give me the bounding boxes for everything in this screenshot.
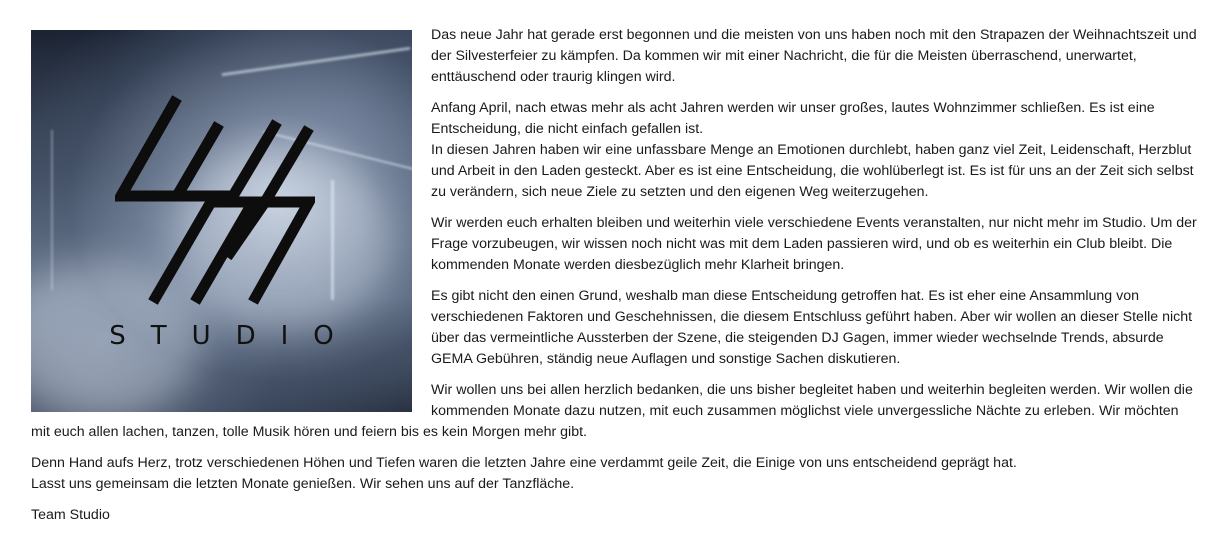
paragraph-future-events: Wir werden euch erhalten bleiben und weiterhin viele verschiedene Events veranstalten, nur nicht mehr im Studio. Um der Frage vorzubeugen, wir wissen noch nicht was mit dem Laden passieren wird, und ob es weiterhin ein Club bleibt. Die kommenden Monate werden diesbezüglich mehr Klarheit bringen. — [431, 215, 1197, 273]
light-beam — [331, 180, 334, 300]
paragraph-thanks: Wir wollen uns bei allen herzlich bedanken, die uns bisher begleitet haben und weiterhin begleiten werden. Wir wollen die kommenden Monate dazu nutzen, mit euch zusammen möglichst viele unvergessliche Nächte zu erleben. Wir möchten mit euch allen lachen, tanzen, tolle Musik hören und feiern bis es kein Morgen mehr gibt. — [31, 382, 1193, 440]
paragraph-closing-announcement: Anfang April, nach etwas mehr als acht Jahren werden wir unser großes, lautes Wohnzimmer schließen. Es ist eine Entscheidung, die nicht einfach gefallen ist. — [431, 100, 1155, 137]
announcement-article — [31, 25, 1201, 536]
paragraph-enjoy: Lasst uns gemeinsam die letzten Monate genießen. Wir sehen uns auf der Tanzfläche. — [31, 476, 575, 492]
studio-club-image — [31, 30, 412, 412]
paragraph-hand-on-heart: Denn Hand aufs Herz, trotz verschiedenen Höhen und Tiefen waren die letzten Jahre eine verdammt geile Zeit, die Einige von uns entscheidend geprägt hat. — [31, 455, 1017, 471]
paragraph-intro: Das neue Jahr hat gerade erst begonnen und die meisten von uns haben noch mit den Strapazen der Weihnachtszeit und der Silvesterfeier zu kämpfen. Da kommen wir mit einer Nachricht, die für die Meisten überraschend, unerwartet, enttäuschend oder traurig klingen wird. — [431, 27, 1197, 85]
light-beam — [51, 130, 53, 290]
signature: Team Studio — [31, 507, 110, 523]
paragraph-reasons: Es gibt nicht den einen Grund, weshalb man diese Entscheidung getroffen hat. Es ist eher eine Ansammlung von verschiedenen Faktoren und Geschehnissen, die diesem Entschluss geführt haben. Aber wir wollen an dieser Stelle nicht über das vermeintliche Aussterben der Szene, die steigenden DJ Gagen, immer wieder wechselnde Trends, absurde GEMA Gebühren, ständig neue Auflagen und sonstige Sachen diskutieren. — [431, 288, 1193, 367]
paragraph-emotions: In diesen Jahren haben wir eine unfassbare Menge an Emotionen durchlebt, haben ganz viel Zeit, Leidenschaft, Herzblut und Arbeit in den Laden gesteckt. Aber es ist eine Entscheidung, die wohlüberlegt ist. Es ist für uns an der Zeit sich selbst zu verändern, sich neue Ziele zu setzten und den eigenen Weg weiterzugehen. — [431, 142, 1194, 200]
studio-wordmark: STUDIO — [109, 321, 359, 351]
light-beam — [222, 47, 411, 76]
studio-logo-icon — [115, 92, 315, 307]
